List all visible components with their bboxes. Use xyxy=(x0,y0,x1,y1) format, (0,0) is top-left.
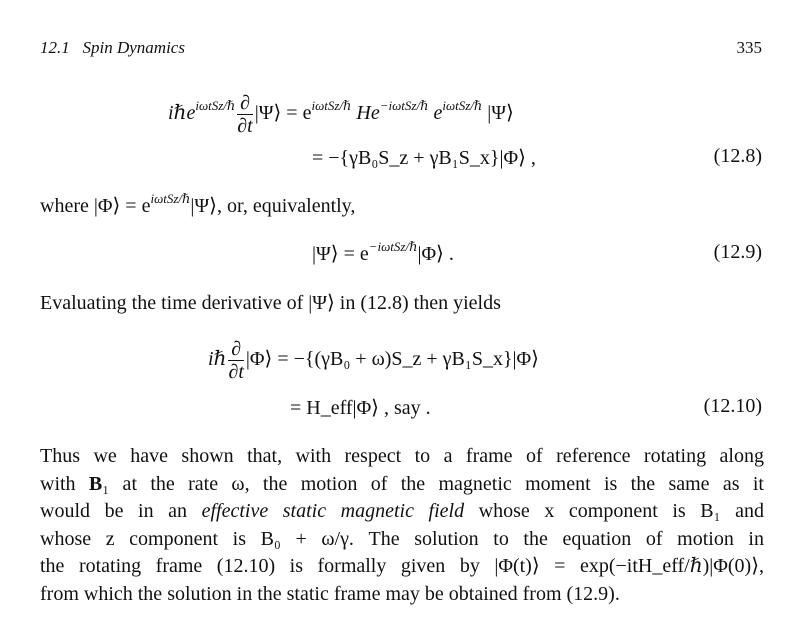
para3-l3a: would be in an xyxy=(40,500,202,522)
equation-number-12-9: (12.9) xyxy=(713,241,762,263)
equation-12-9 xyxy=(312,241,454,266)
eq-12-8-lhs: iℏe xyxy=(168,102,196,125)
para1-text-b: |Ψ⟩, or, equivalently, xyxy=(190,195,356,217)
paragraph-where xyxy=(40,193,355,218)
para1-text-a: where |Φ⟩ = e xyxy=(40,195,151,217)
para1-exponent: iωtSz/ℏ xyxy=(150,191,191,206)
partial-t-fraction xyxy=(237,92,252,137)
partial-t-fraction-2 xyxy=(228,338,243,383)
eq-12-8-end: |Ψ⟩ xyxy=(482,102,514,125)
equation-12-8-line2: = −{γB₀S_z + γB₁S_x}|Φ⟩ , xyxy=(312,147,536,169)
page-number: 335 xyxy=(736,38,762,57)
vector-B: B xyxy=(88,472,103,495)
frac-numerator: ∂ xyxy=(237,92,252,115)
eq-12-8-exp3: iωtSz/ℏ xyxy=(442,98,483,114)
eq-12-8-exp2: −iωtSz/ℏ xyxy=(379,98,429,114)
frac-denominator: ∂t xyxy=(237,115,253,137)
eq-12-8-H: He xyxy=(351,102,380,125)
eq-12-8-mid: |Ψ⟩ = e xyxy=(254,102,312,125)
frac-numerator-2: ∂ xyxy=(228,338,243,361)
eq-12-9-exponent: −iωtSz/ℏ xyxy=(368,239,418,254)
equation-number-12-8: (12.8) xyxy=(713,145,762,167)
page-header xyxy=(40,38,762,60)
para3-line-4: whose z component is B₀ + ω/γ. The solution to the equation of motion in xyxy=(40,527,764,550)
frac-denominator-2: ∂t xyxy=(228,361,244,383)
para3-line-6: from which the solution in the static frame may be obtained from (12.9). xyxy=(40,582,620,605)
para3-l2a: with xyxy=(40,472,89,495)
equation-12-10-line2: = H_eff|Φ⟩ , say . xyxy=(290,397,431,419)
paragraph-evaluating: Evaluating the time derivative of |Ψ⟩ in (12.8) then yields xyxy=(40,292,501,314)
equation-12-8-line1 xyxy=(168,92,514,137)
equation-12-10-line1 xyxy=(208,338,539,383)
para3-line-1: Thus we have shown that, with respect to a frame of reference rotating along xyxy=(40,445,764,467)
eq-12-9-lhs: |Ψ⟩ = e xyxy=(312,243,369,265)
para3-line-5: the rotating frame (12.10) is formally given by |Φ(t)⟩ = exp(−itH_eff/ℏ)|Φ(0)⟩, xyxy=(40,555,764,577)
eq-12-10-rhs: |Φ⟩ = −{(γB₀ + ω)S_z + γB₁S_x}|Φ⟩ xyxy=(245,348,539,371)
para3-l3c: whose x component is B₁ and xyxy=(464,500,765,522)
eq-12-8-e: e xyxy=(428,102,443,125)
eq-12-10-lhs: iℏ xyxy=(208,348,227,371)
paragraph-conclusion xyxy=(40,443,764,608)
emphasis-effective-field: effective static magnetic field xyxy=(201,500,465,522)
eq-12-8-exp1: iωtSz/ℏ xyxy=(311,98,352,114)
equation-number-12-10: (12.10) xyxy=(703,395,762,417)
eq-12-8-lhs-exponent: iωtSz/ℏ xyxy=(195,98,236,114)
running-head: 12.1 Spin Dynamics xyxy=(40,38,185,57)
para3-line-2 xyxy=(40,471,764,499)
para3-line-3 xyxy=(40,498,764,526)
eq-12-9-rhs: |Φ⟩ . xyxy=(417,243,454,265)
para3-l2c: ₁ at the rate ω, the motion of the magnetic moment is the same as it xyxy=(102,472,764,495)
